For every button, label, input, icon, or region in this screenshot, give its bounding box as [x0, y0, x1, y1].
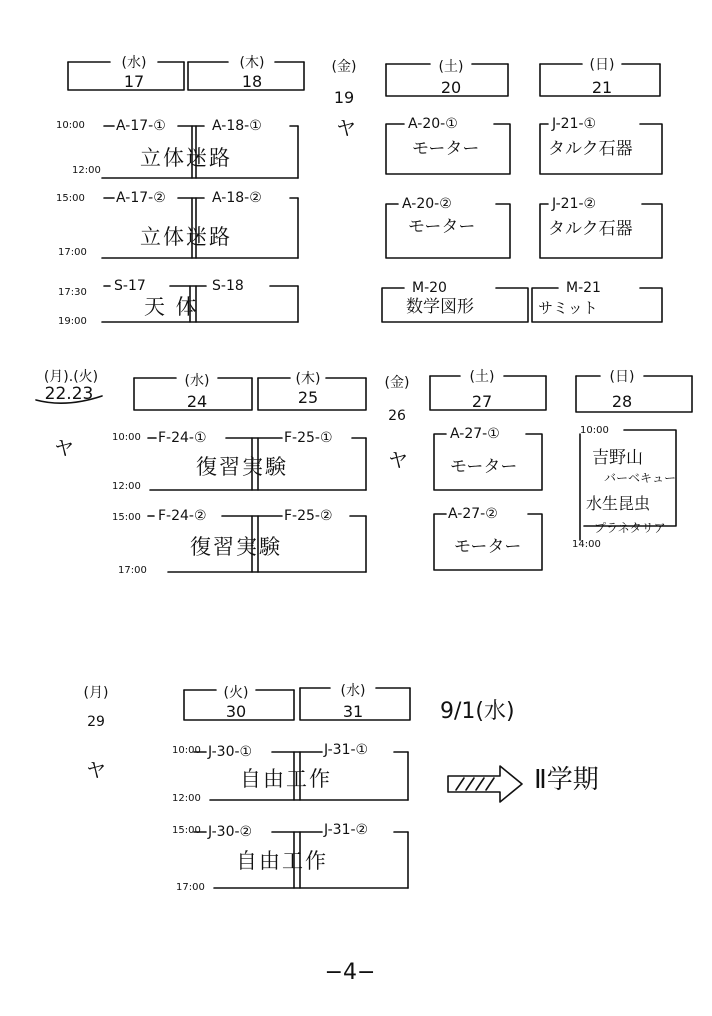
montue-mark: ヤ — [54, 436, 74, 460]
session-code: J-30-① — [208, 744, 253, 760]
mon-29-mark: ヤ — [86, 758, 106, 782]
activity-name: 自由工作 — [240, 767, 332, 791]
day-wed-17-dow: (水) — [121, 55, 147, 71]
day-fri-26-dow: (金) — [384, 375, 410, 391]
session-code: M-20 — [412, 280, 447, 296]
day-sun-28-date: 28 — [611, 392, 633, 411]
activity-name: 自由工作 — [236, 849, 328, 873]
session-code: J-21-① — [552, 116, 597, 132]
time-label: 10:00 — [56, 120, 85, 131]
activity-name: 復習実験 — [190, 535, 282, 559]
session-code: A-20-① — [408, 116, 458, 132]
day-wed-24-dow: (水) — [184, 373, 210, 389]
day-fri-19-dow: (金) — [331, 59, 357, 75]
activity-name: モーター — [454, 537, 522, 557]
day-wed-31-date: 31 — [342, 702, 364, 721]
sun-activity: バーベキュー — [604, 471, 677, 485]
fri-26-mark: ヤ — [388, 448, 408, 472]
session-code: J-31-① — [324, 742, 369, 758]
session-code: F-24-① — [158, 430, 207, 446]
activity-name: 立体迷路 — [140, 146, 232, 170]
activity-name: タルク石器 — [548, 139, 633, 159]
day-sun-21-date: 21 — [591, 78, 613, 97]
session-code: A-20-② — [402, 196, 452, 212]
activity-name: 天 体 — [144, 295, 199, 319]
day-thu-25-date: 25 — [297, 388, 319, 407]
day-sat-27-dow: (土) — [469, 369, 495, 385]
time-label: 12:00 — [172, 793, 201, 804]
time-label: 12:00 — [112, 481, 141, 492]
day-thu-25-dow: (木) — [295, 371, 321, 387]
session-code: A-27-② — [448, 506, 498, 522]
day-wed-17-date: 17 — [123, 72, 145, 91]
day-mon-29-dow: (月) — [83, 685, 109, 701]
activity-name: 立体迷路 — [140, 225, 232, 249]
activity-name: モーター — [450, 457, 518, 477]
day-wed-24-date: 24 — [186, 392, 208, 411]
session-code: F-25-② — [284, 508, 333, 524]
time-label: 15:00 — [172, 825, 201, 836]
day-fri-19-date: 19 — [333, 88, 355, 107]
day-sun-28-dow: (日) — [609, 369, 635, 385]
day-mon-29-date: 29 — [87, 714, 105, 730]
session-code: J-31-② — [324, 822, 369, 838]
day-montue-dates: 22.23 — [44, 384, 94, 404]
session-code: S-17 — [114, 278, 146, 294]
time-label: 17:00 — [58, 247, 87, 258]
activity-name: 復習実験 — [196, 455, 288, 479]
day-tue-30-dow: (火) — [223, 685, 249, 701]
activity-name: モーター — [412, 139, 480, 159]
time-label: 10:00 — [580, 425, 609, 436]
time-label: 12:00 — [72, 165, 101, 176]
page-number: −4− — [324, 960, 376, 985]
day-wed-31-dow: (水) — [340, 683, 366, 699]
time-label: 17:00 — [176, 882, 205, 893]
activity-name: モーター — [408, 217, 476, 237]
sun-activity: プラネタリア — [594, 521, 666, 535]
time-label: 10:00 — [172, 745, 201, 756]
fri-19-mark: ヤ — [336, 116, 356, 140]
day-tue-30-date: 30 — [225, 702, 247, 721]
time-label: 10:00 — [112, 432, 141, 443]
activity-name: タルク石器 — [548, 219, 633, 239]
day-sat-20-date: 20 — [440, 78, 462, 97]
session-code: J-21-② — [552, 196, 597, 212]
day-thu-18-dow: (木) — [239, 55, 265, 71]
time-label: 15:00 — [56, 193, 85, 204]
sep-1-date: 9/1(水) — [440, 699, 515, 724]
time-label: 14:00 — [572, 539, 601, 550]
activity-name: 数学図形 — [406, 297, 474, 317]
time-label: 15:00 — [112, 512, 141, 523]
activity-name: サミット — [538, 299, 598, 317]
second-term-label: Ⅱ学期 — [534, 765, 599, 795]
day-sat-20-dow: (土) — [438, 59, 464, 75]
time-label: 19:00 — [58, 316, 87, 327]
day-fri-26-date: 26 — [388, 408, 406, 424]
day-sat-27-date: 27 — [471, 392, 493, 411]
session-code: A-18-② — [212, 190, 262, 206]
session-code: A-27-① — [450, 426, 500, 442]
session-code: A-17-① — [116, 118, 166, 134]
session-code: F-25-① — [284, 430, 333, 446]
session-code: A-18-① — [212, 118, 262, 134]
time-label: 17:00 — [118, 565, 147, 576]
session-code: M-21 — [566, 280, 601, 296]
day-sun-21-dow: (日) — [589, 57, 615, 73]
session-code: J-30-② — [208, 824, 253, 840]
sun-activity: 水生昆虫 — [586, 494, 651, 513]
time-label: 17:30 — [58, 287, 87, 298]
day-thu-18-date: 18 — [241, 72, 263, 91]
session-code: F-24-② — [158, 508, 207, 524]
day-montue-dow: (月).(火) — [43, 369, 99, 385]
sun-activity: 吉野山 — [592, 448, 643, 468]
session-code: S-18 — [212, 278, 244, 294]
session-code: A-17-② — [116, 190, 166, 206]
